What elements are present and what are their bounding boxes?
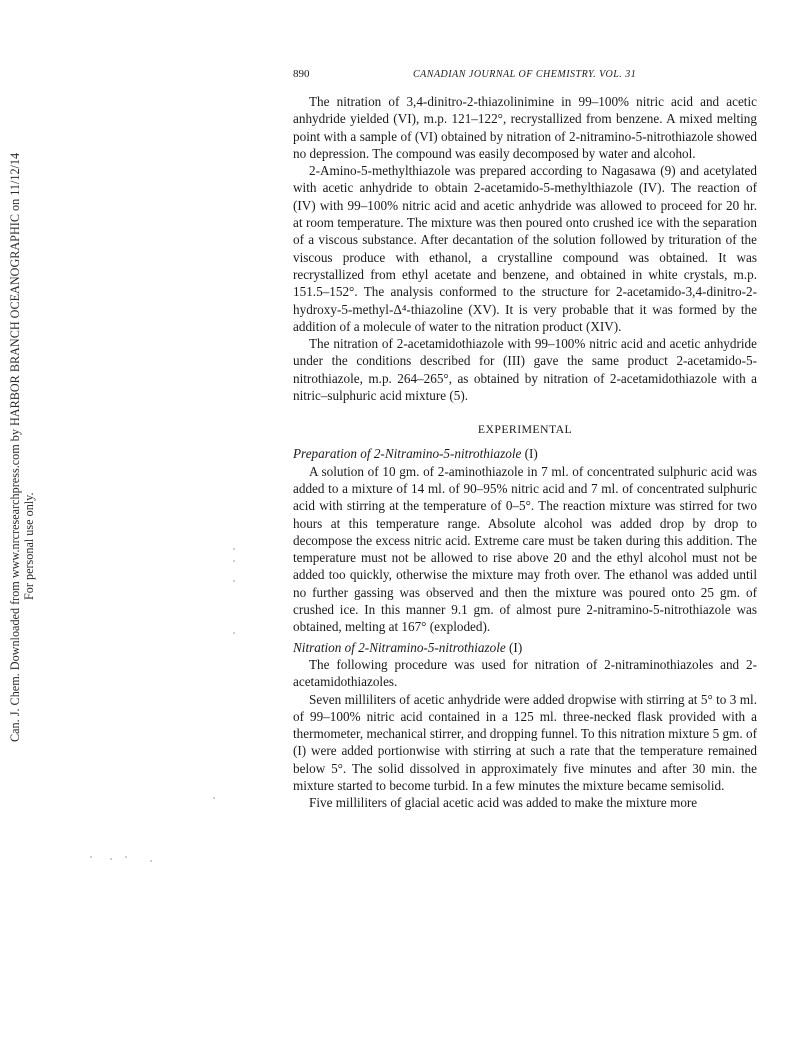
download-notice-line: Can. J. Chem. Downloaded from www.nrcresearchpress.com by HARBOR BRANCH OCEANOGRAPHIC on 11/12/14 — [8, 152, 22, 742]
scan-speck — [233, 548, 235, 550]
section-heading-experimental: EXPERIMENTAL — [477, 422, 573, 437]
scan-speck — [125, 856, 127, 858]
subheading-nitration-ref: (I) — [509, 639, 523, 655]
paragraph-procedure-intro: The following procedure was used for nitration of 2-nitraminothiazoles and 2-acetamidothiazoles. — [293, 656, 757, 690]
scan-speck — [233, 580, 235, 582]
journal-page — [293, 68, 757, 812]
running-title: CANADIAN JOURNAL OF CHEMISTRY. VOL. 31 — [413, 69, 637, 80]
paragraph-preparation-procedure: A solution of 10 gm. of 2-aminothiazole in 7 ml. of concentrated sulphuric acid was added to a mixture of 14 ml. of 90–95% nitric acid and 7 ml. of concentrated sulphuric acid with stirring at the temperature of 0–5°. The reaction mixture was stirred for two hours at this temperature range. Absolute alcohol was added drop by drop to decompose the excess nitric acid. Extreme care must be taken during this addition. The temperature must not be allowed to rise above 20 and the ethyl alcohol must not be added too quickly, otherwise the mixture may froth over. The ethanol was added until no further gassing was observed and then the mixture was poured onto 25 gm. of crushed ice. In this manner 9.1 gm. of almost pure 2-nitramino-5-nitrothiazole was obtained, melting at 167° (exploded). — [293, 463, 757, 635]
page-header — [293, 68, 757, 86]
scan-speck — [213, 797, 215, 799]
subheading-nitration — [293, 639, 757, 656]
subheading-preparation — [293, 445, 757, 462]
scan-speck — [233, 632, 235, 634]
subheading-preparation-ref: (I) — [524, 446, 538, 462]
subheading-preparation-title: Preparation of 2-Nitramino-5-nitrothiazole — [293, 446, 522, 462]
scan-speck — [150, 860, 152, 862]
paragraph-nitration-procedure: Seven milliliters of acetic anhydride were added dropwise with stirring at 5° to 3 ml. of 99–100% nitric acid contained in a 125 ml. three-necked flask provided with a thermometer, mechanical stirrer, and dropping funnel. To this nitration mixture 5 gm. of (I) were added portionwise with stirring at such a rate that the temperature remained below 5°. The solid dissolved in approximately five minutes and after 30 min. the mixture started to become turbid. In a few minutes the mixture became semisolid. — [293, 691, 757, 793]
page-number: 890 — [293, 68, 310, 80]
download-watermark — [6, 0, 40, 760]
scan-speck — [110, 858, 112, 860]
personal-use-line: For personal use only. — [22, 492, 36, 600]
paragraph-thiazolinimine-nitration: The nitration of 3,4-dinitro-2-thiazolinimine in 99–100% nitric acid and acetic anhydride yielded (VI), m.p. 121–122°, recrystallized from benzene. A mixed melting point with a sample of (VI) obtained by nitration of 2-nitramino-5-nitrothiazole showed no depression. The compound was easily decomposed by water and alcohol. — [293, 94, 757, 161]
paragraph-methylthiazole: 2-Amino-5-methylthiazole was prepared according to Nagasawa (9) and acetylated with acetic anhydride to obtain 2-acetamido-5-methylthiazole (IV). The reaction of (IV) with 99–100% nitric acid and acetic anhydride was allowed to proceed for 20 hr. at room temperature. The mixture was then poured onto crushed ice with the separation of a viscous substance. After decantation of the solution followed by trituration of the viscous produce with ethanol, a crystalline compound was obtained. It was recrystallized from ethyl acetate and benzene, and obtained in white crystals, m.p. 151.5–152°. The analysis conformed to the structure for 2-acetamido-3,4-dinitro-2-hydroxy-5-methyl-Δ⁴-thiazoline (XV). It is very probable that it was formed by the addition of a molecule of water to the nitration product (XIV). — [293, 163, 757, 334]
subheading-nitration-title: Nitration of 2-Nitramino-5-nitrothiazole — [293, 639, 506, 655]
paragraph-glacial-acetic: Five milliliters of glacial acetic acid was added to make the mixture more — [309, 795, 698, 811]
paragraph-acetamidothiazole: The nitration of 2-acetamidothiazole with 99–100% nitric acid and acetic anhydride under the conditions described for (III) gave the same product 2-acetamido-5-nitrothiazole, m.p. 264–265°, as obtained by nitration of 2-acetamidothiazole with a nitric–sulphuric acid mixture (5). — [293, 336, 757, 404]
scan-speck — [233, 560, 235, 562]
scan-speck — [90, 856, 92, 858]
